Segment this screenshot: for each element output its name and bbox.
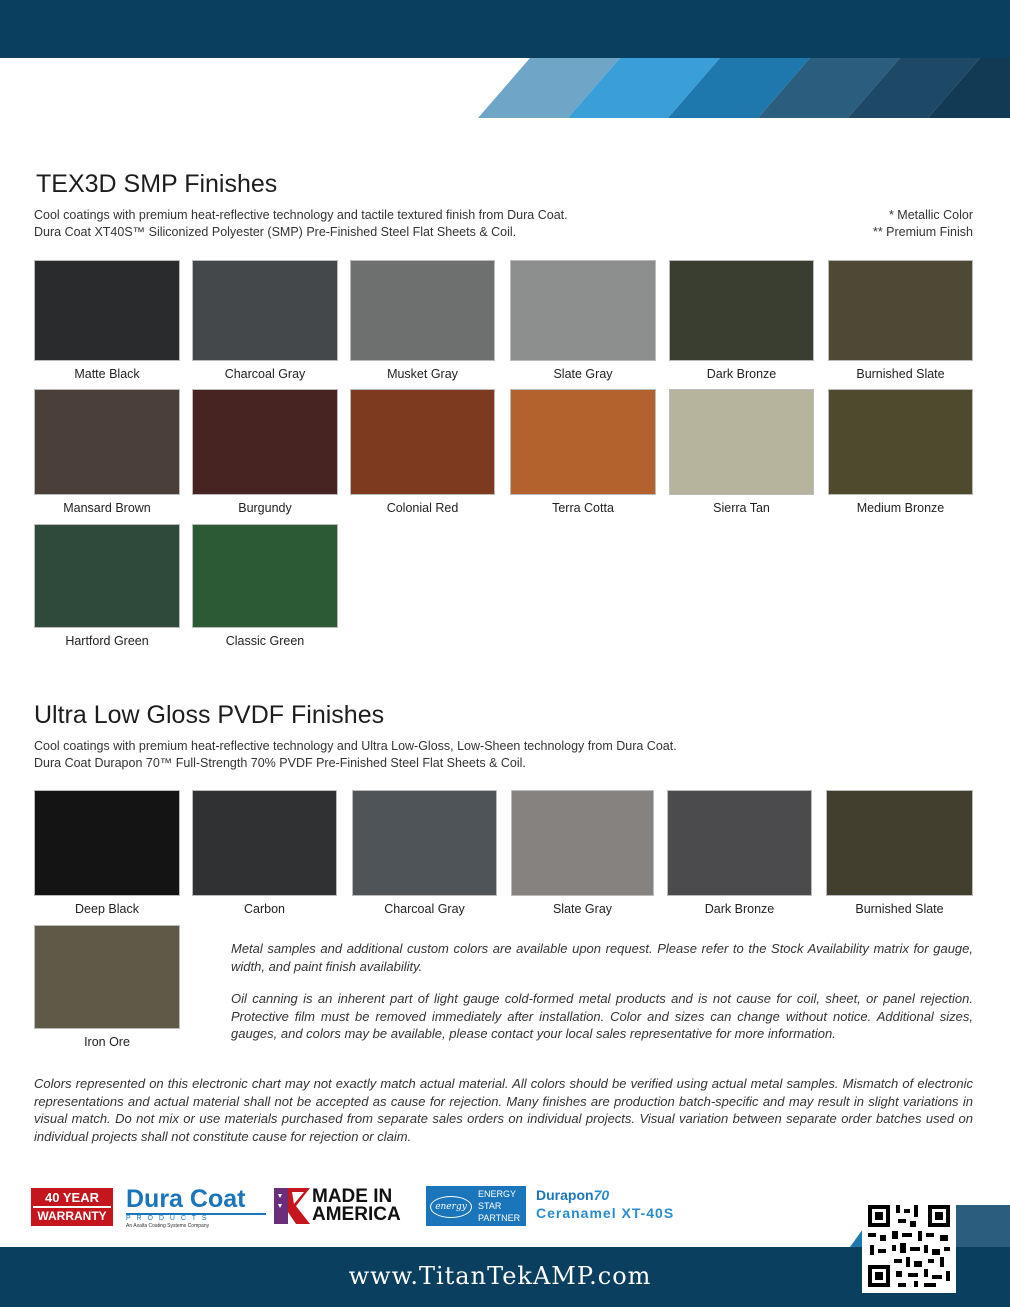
tex3d-swatch [828, 389, 973, 495]
tex3d-swatch-label: Colonial Red [386, 501, 459, 515]
made-in-america-logo [274, 1188, 414, 1226]
samples-note: Metal samples and additional custom colors are available upon request. Please refer to the Stock Availability matrix for gauge, width, and paint finish availability. [231, 941, 973, 974]
tex3d-swatch [34, 524, 180, 628]
energy-text: ENERGY [478, 1189, 517, 1199]
durapon-number: 70 [593, 1187, 610, 1203]
pvdf-desc-line1: Cool coatings with premium heat-reflective technology and Ultra Low-Gloss, Low-Sheen technology from Dura Coat. [34, 739, 677, 753]
tex3d-swatch [828, 260, 973, 361]
pvdf-swatch [34, 925, 180, 1029]
tex3d-title: TEX3D SMP Finishes [36, 170, 278, 198]
header-stripes [0, 58, 1010, 118]
tex3d-swatch-label: Dark Bronze [706, 367, 777, 381]
tex3d-swatch-label: Medium Bronze [856, 501, 945, 515]
durapon-ceranamel-logo [536, 1186, 706, 1226]
legend-premium: ** Premium Finish [872, 225, 973, 239]
disclaimer-note: Colors represented on this electronic chart may not exactly match actual material. All colors should be verified using actual metal samples. Mismatch of electronic representations and actual material shall not be accepted as cause for rejection. Many finishes are production batch-specific and may result in slight variations in visual match. Do not mix or use materials purchased from separate sales orders on individual projects. Visual variation between separate order batches used on individual projects shall not constitute cause for rejection or claim. [34, 1076, 973, 1144]
legend-metallic: * Metallic Color [888, 208, 973, 222]
tex3d-desc-line2: Dura Coat XT40S™ Siliconized Polyester (SMP) Pre-Finished Steel Flat Sheets & Coil. [34, 225, 517, 239]
tex3d-swatch-label: Matte Black [74, 367, 140, 381]
made-in-text: MADE IN [312, 1186, 393, 1207]
pvdf-swatch [667, 790, 812, 896]
tex3d-swatch [192, 389, 338, 495]
qr-code-icon[interactable] [862, 1199, 956, 1293]
tex3d-swatch-label: Burgundy [238, 501, 292, 515]
warranty-logo [31, 1188, 113, 1226]
pvdf-swatch [511, 790, 654, 896]
tex3d-swatch [350, 260, 495, 361]
energy-star-logo [426, 1186, 526, 1226]
tex3d-swatch [350, 389, 495, 495]
tex3d-swatch-label: Hartford Green [65, 634, 149, 648]
pvdf-swatch [34, 790, 180, 896]
tex3d-swatch-label: Classic Green [225, 634, 305, 648]
flag-icon [274, 1188, 310, 1224]
tex3d-swatch [669, 260, 814, 361]
pvdf-desc-line2: Dura Coat Durapon 70™ Full-Strength 70% PVDF Pre-Finished Steel Flat Sheets & Coil. [34, 756, 526, 770]
warranty-label: WARRANTY [33, 1208, 111, 1224]
duracoat-name: Dura Coat [126, 1185, 246, 1213]
tex3d-swatch-label: Mansard Brown [63, 501, 151, 515]
pvdf-swatch-label: Iron Ore [84, 1035, 130, 1049]
pvdf-swatch [192, 790, 337, 896]
oil-canning-note: Oil canning is an inherent part of light gauge cold-formed metal products and is not cause for coil, sheet, or panel rejection. Protective film must be removed immediately after installation. Color and sizes can change without notice. Additional sizes, gauges, and colors may be available, please contact your local sales representative for more information. [231, 991, 973, 1041]
tex3d-desc-line1: Cool coatings with premium heat-reflective technology and tactile textured finish from Dura Coat. [34, 208, 568, 222]
pvdf-swatch [352, 790, 497, 896]
tex3d-swatch [34, 389, 180, 495]
tex3d-description [34, 207, 568, 241]
tex3d-swatch-label: Burnished Slate [856, 367, 945, 381]
tex3d-swatch-label: Sierra Tan [713, 501, 770, 515]
tex3d-swatch [192, 524, 338, 628]
pvdf-swatch-label: Carbon [244, 902, 285, 916]
pvdf-swatch-label: Deep Black [75, 902, 139, 916]
tex3d-swatch-label: Terra Cotta [552, 501, 614, 515]
pvdf-title: Ultra Low Gloss PVDF Finishes [34, 701, 385, 729]
tex3d-swatch-label: Musket Gray [387, 367, 458, 381]
pvdf-swatch-label: Dark Bronze [704, 902, 775, 916]
tex3d-swatch [510, 260, 656, 361]
duracoat-products: P R O D U C T S [126, 1213, 266, 1223]
website-url[interactable]: www.TitanTekAMP.com [348, 1262, 652, 1290]
tex3d-legend [873, 207, 973, 241]
partner-text: PARTNER [478, 1213, 521, 1223]
tex3d-swatch-label: Slate Gray [553, 367, 613, 381]
pvdf-description [34, 738, 677, 772]
energy-script-icon: energy [430, 1196, 472, 1218]
header-bar [0, 0, 1010, 58]
tex3d-swatch [669, 389, 814, 495]
tex3d-swatch [192, 260, 338, 361]
star-text: STAR [478, 1201, 502, 1211]
duracoat-tagline: An Axalta Coating Systems Company [126, 1223, 210, 1229]
pvdf-swatch-label: Burnished Slate [855, 902, 944, 916]
duracoat-logo [126, 1185, 266, 1229]
pvdf-swatch-label: Charcoal Gray [384, 902, 465, 916]
warranty-years: 40 YEAR [33, 1190, 111, 1206]
tex3d-swatch [510, 389, 656, 495]
america-text: AMERICA [312, 1204, 401, 1225]
tex3d-swatch-label: Charcoal Gray [224, 367, 306, 381]
pvdf-swatch-label: Slate Gray [552, 902, 613, 916]
pvdf-swatch [826, 790, 973, 896]
tex3d-swatch [34, 260, 180, 361]
durapon-name: Durapon [536, 1187, 594, 1203]
ceranamel-name: Ceranamel XT-40S [536, 1205, 675, 1221]
